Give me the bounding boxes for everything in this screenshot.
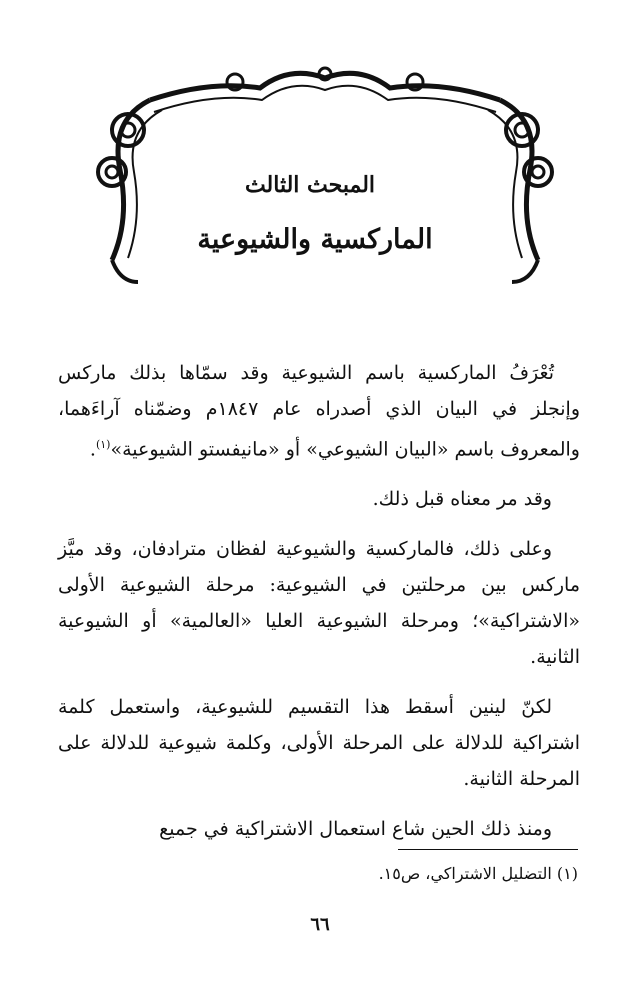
footnote-divider [398, 849, 578, 850]
paragraph-end-punctuation: . [89, 438, 96, 461]
footnote-reference[interactable]: (١) [95, 438, 111, 451]
section-label: المبحث الثالث [244, 172, 376, 198]
section-title: الماركسية والشيوعية [197, 224, 433, 255]
paragraph: وعلى ذلك، فالماركسية والشيوعية لفظان مترادفان، وقد ميَّز ماركس بين مرحلتين في الشيوعية: مرحلة الشيوعية الأولى «الاشتراكية»؛ ومرحلة الشيوعية العليا «العالمية» أو الشيوعية الثانية. [58, 538, 580, 669]
paragraph-text: تُعْرَفُ الماركسية باسم الشيوعية وقد سمّاها بذلك ماركس وإنجلز في البيان الذي أصدراه عام ١٨٤٧م وضمّناه آراءَهما، والمعروف باسم «البيان الشيوعي» أو «مانيفستو الشيوعية» [58, 362, 580, 461]
paragraph: وقد مر معناه قبل ذلك. [372, 488, 552, 511]
body-text [58, 355, 580, 861]
footnote: (١) التضليل الاشتراكي، ص١٥. [378, 864, 578, 883]
page-number: ٦٦ [310, 914, 330, 935]
paragraph: لكنّ لينين أسقط هذا التقسيم للشيوعية، واستعمل كلمة اشتراكية للدلالة على المرحلة الأولى، وكلمة شيوعية للدلالة على المرحلة الثانية. [58, 696, 580, 791]
paragraph: ومنذ ذلك الحين شاع استعمال الاشتراكية في جميع [159, 818, 552, 841]
paragraph [58, 355, 580, 467]
